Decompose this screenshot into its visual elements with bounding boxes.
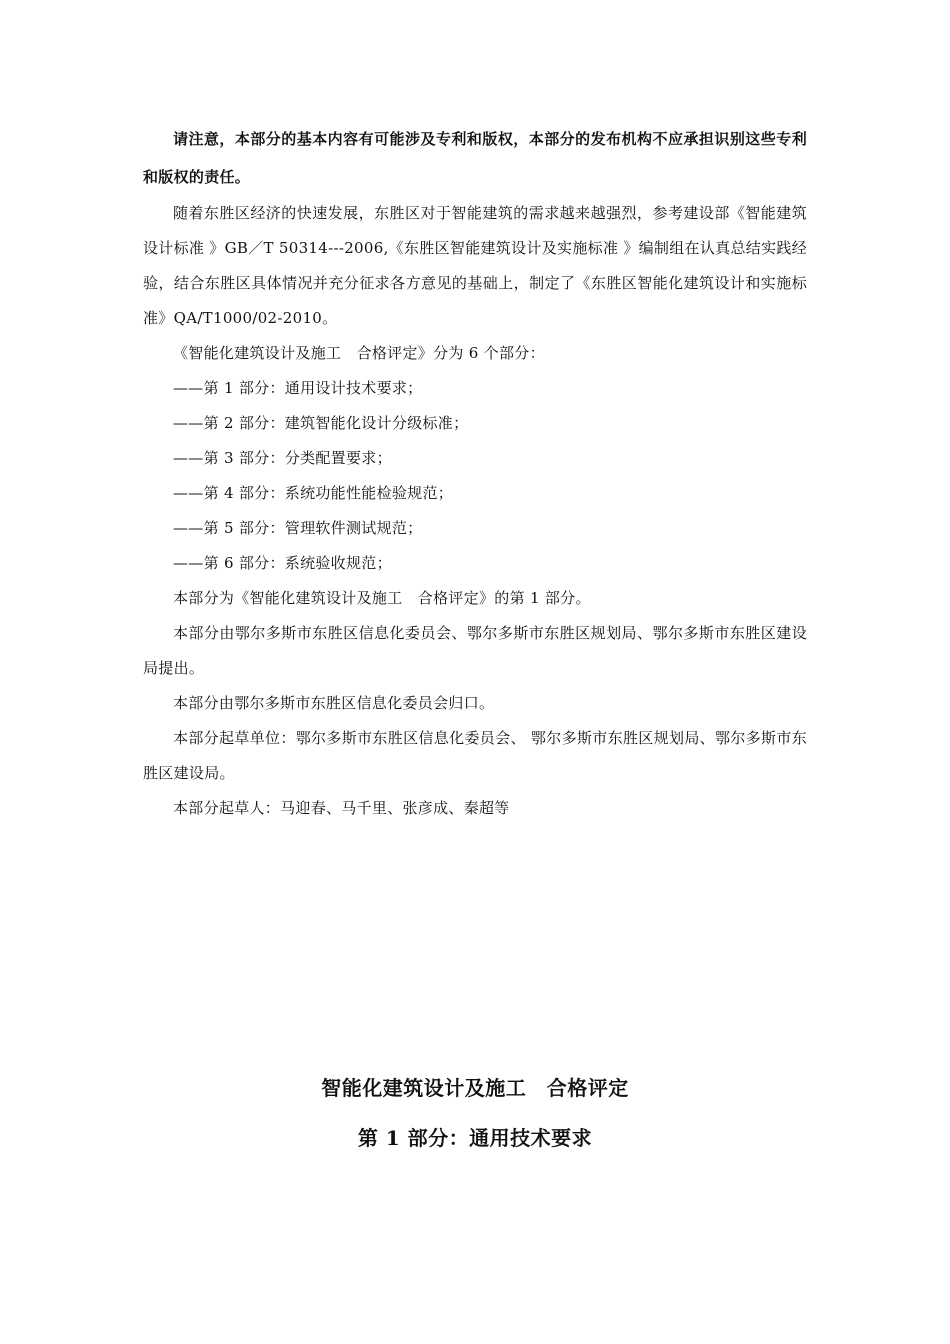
part-list-item: ——第 5 部分：管理软件测试规范；	[173, 519, 423, 537]
part-list-item: ——第 1 部分：通用设计技术要求；	[173, 379, 423, 397]
proposed-by: 本部分由鄂尔多斯市东胜区信息化委员会、鄂尔多斯市东胜区规划局、鄂尔多斯市东胜区建设局提出。	[143, 624, 807, 677]
part-list-item: ——第 3 部分：分类配置要求；	[173, 449, 392, 467]
managed-by: 本部分由鄂尔多斯市东胜区信息化委员会归口。	[173, 694, 495, 712]
document-title: 智能化建筑设计及施工 合格评定	[321, 1076, 629, 1100]
parts-intro: 《智能化建筑设计及施工 合格评定》分为 6 个部分：	[173, 344, 545, 362]
drafters: 本部分起草人：马迎春、马千里、张彦成、秦超等	[173, 799, 510, 817]
foreword-body	[143, 120, 807, 826]
this-part-statement: 本部分为《智能化建筑设计及施工 合格评定》的第 1 部分。	[173, 589, 591, 607]
patent-notice: 请注意，本部分的基本内容有可能涉及专利和版权，本部分的发布机构不应承担识别这些专利和版权的责任。	[143, 130, 807, 186]
document-subtitle: 第 1 部分：通用技术要求	[357, 1126, 593, 1150]
part-list-item: ——第 4 部分：系统功能性能检验规范；	[173, 484, 454, 502]
part-list-item: ——第 6 部分：系统验收规范；	[173, 554, 392, 572]
intro-paragraph: 随着东胜区经济的快速发展，东胜区对于智能建筑的需求越来越强烈，参考建设部《智能建筑设计标准 》GB／T 50314---2006,《东胜区智能建筑设计及实施标准 》编制组在认真总结实践经验，结合东胜区具体情况并充分征求各方意见的基础上，制定了《东胜区智能化建筑设计和实施标准》QA/T1000/02-2010。	[143, 204, 807, 327]
drafting-units: 本部分起草单位：鄂尔多斯市东胜区信息化委员会、 鄂尔多斯市东胜区规划局、鄂尔多斯市东胜区建设局。	[143, 729, 807, 782]
part-list-item: ——第 2 部分：建筑智能化设计分级标准；	[173, 414, 469, 432]
